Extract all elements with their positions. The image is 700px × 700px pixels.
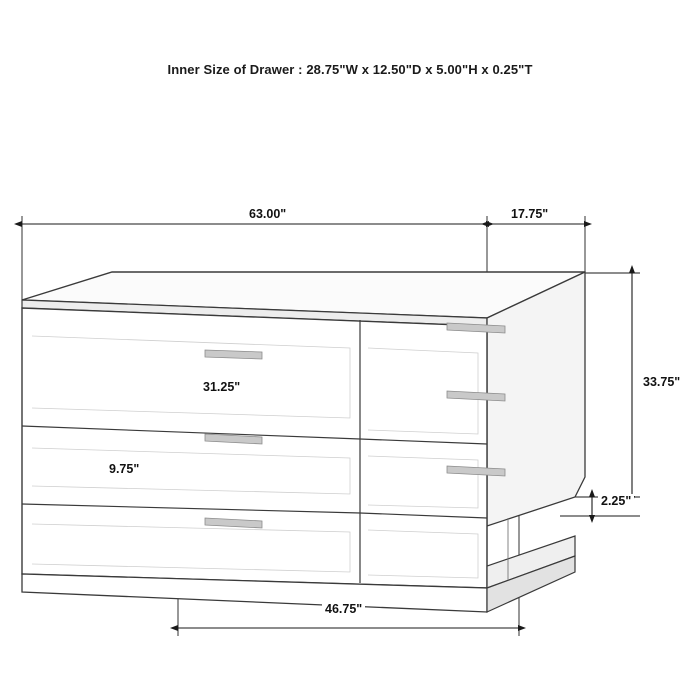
dimension-label-drawer-width: 31.25"	[200, 380, 243, 394]
dimension-label-drawer-height: 9.75"	[106, 462, 142, 476]
dimension-label-width: 63.00"	[246, 207, 289, 221]
dimension-label-plinth: 2.25"	[598, 494, 634, 508]
page-title: Inner Size of Drawer : 28.75"W x 12.50"D x 5.00"H x 0.25"T	[167, 62, 533, 77]
handle-icon	[205, 350, 262, 359]
dimension-label-height: 33.75"	[640, 375, 683, 389]
dresser-body	[22, 272, 585, 612]
dimension-label-base-width: 46.75"	[322, 602, 365, 616]
dimension-label-depth: 17.75"	[508, 207, 551, 221]
